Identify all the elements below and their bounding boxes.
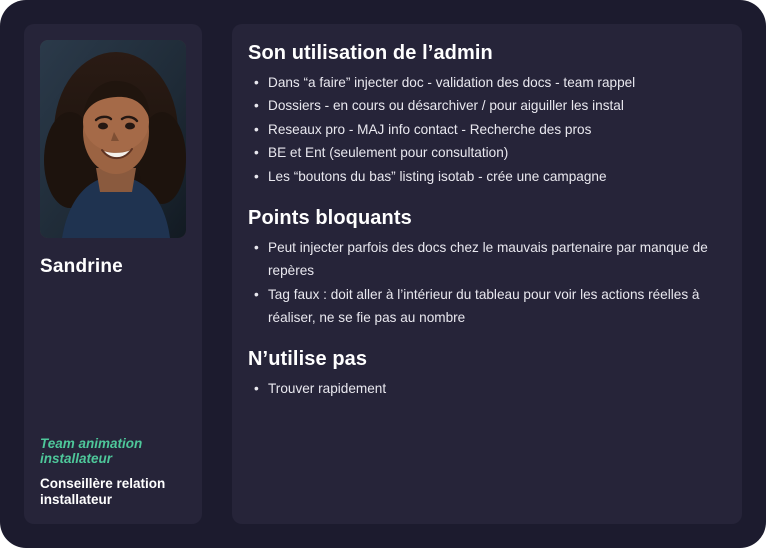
list-item: • Trouver rapidement [248,377,720,400]
bullet-list [248,377,720,400]
list-item: • Dossiers - en cours ou désarchiver / pour aiguiller les instal [248,94,720,117]
persona-panel [24,24,202,524]
section-heading: N’utilise pas [248,348,368,371]
content-panel [232,24,742,524]
persona-job-title: Conseillère relation installateur [40,475,166,507]
bullet-list [248,236,720,330]
section-blocking-points [248,207,720,330]
persona-name: Sandrine [40,256,123,277]
list-item: • Les “boutons du bas” listing isotab - crée une campagne [248,165,720,188]
section-heading: Points bloquants [248,206,412,229]
list-item: • Peut injecter parfois des docs chez le mauvais partenaire par manque de repères [248,236,720,283]
bullet-list [248,71,720,188]
portrait-photo-icon [40,40,186,238]
list-item: • Dans “a faire” injecter doc - validation des docs - team rappel [248,71,720,94]
list-item: • BE et Ent (seulement pour consultation) [248,141,720,164]
list-item: • Reseaux pro - MAJ info contact - Recherche des pros [248,118,720,141]
section-heading: Son utilisation de l’admin [248,42,493,64]
section-admin-usage [248,42,720,188]
list-item: • Tag faux : doit aller à l’intérieur du tableau pour voir les actions réelles à réaliser, ne se fie pas au nombre [248,283,720,330]
section-not-used [248,348,720,400]
persona-team: Team animation installateur [40,435,143,467]
avatar [40,40,186,238]
persona-spacer [40,278,186,436]
